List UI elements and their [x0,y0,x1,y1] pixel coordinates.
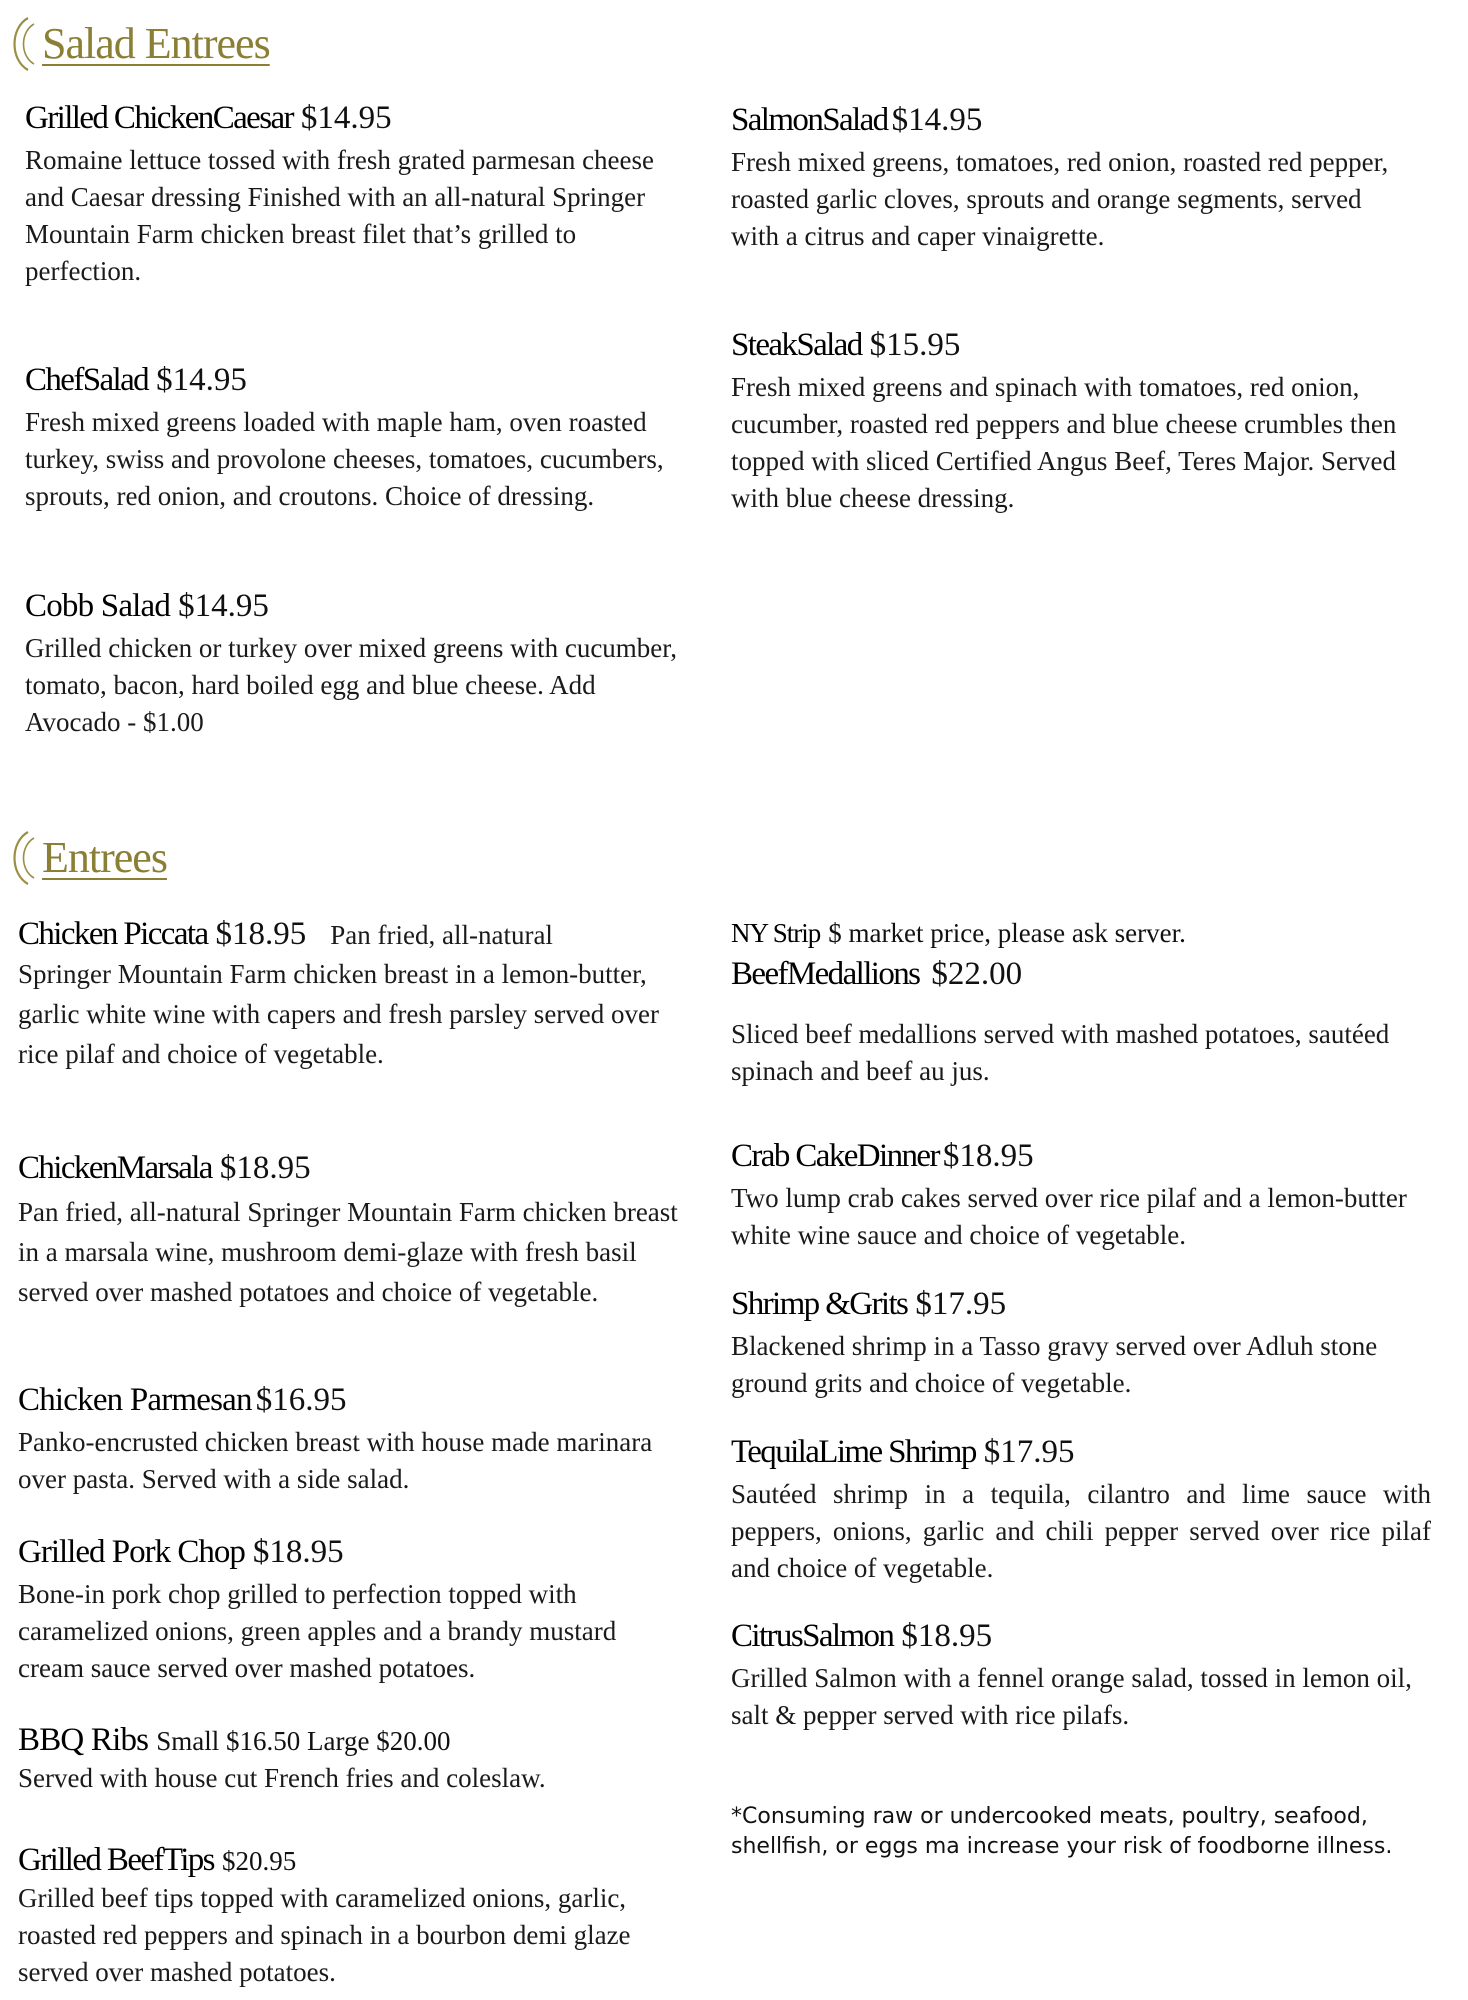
menu-item-steak-salad [731,327,1401,517]
item-description: Two lump crab cakes served over rice pilaf and a lemon-butter white wine sauce and choice of vegetable. [731,1182,1407,1250]
item-name: Chicken Piccata [18,916,208,952]
menu-item-chicken-marsala [18,1150,688,1312]
item-price: Small $16.50 Large $20.00 [156,1726,451,1756]
menu-item-beef-medallions [731,956,1411,1090]
item-price: $18.95 [252,1534,344,1570]
item-name: NY Strip [731,918,821,948]
item-name: Grilled BeefTips [18,1842,214,1878]
item-description: Fresh mixed greens, tomatoes, red onion, roasted red pepper, roasted garlic cloves, sprouts and orange segments, served with a citrus and caper vinaigrette. [731,146,1389,251]
item-description: Fresh mixed greens loaded with maple ham, oven roasted turkey, swiss and provolone cheeses, tomatoes, cucumbers, sprouts, red onion, and croutons. Choice of dressing. [25,406,664,511]
item-description: Served with house cut French fries and coleslaw. [18,1762,546,1793]
item-description: Sautéed shrimp in a tequila, cilantro and lime sauce with peppers, onions, garlic and chili pepper served over rice pilaf and choice of vegetable. [731,1478,1431,1583]
item-price: $16.95 [255,1382,347,1418]
item-name: ChefSalad [25,362,149,398]
item-price: $18.95 [219,1150,311,1186]
item-price: $18.95 [901,1618,993,1654]
item-price: $14.95 [178,588,269,624]
item-name: CitrusSalmon [731,1618,894,1654]
item-description: Fresh mixed greens and spinach with tomatoes, red onion, cucumber, roasted red peppers and blue cheese crumbles then topped with sliced Certified Angus Beef, Teres Major. Served with blue cheese dressing. [731,371,1397,513]
item-price: $18.95 [942,1138,1034,1174]
item-description: Blackened shrimp in a Tasso gravy served over Adluh stone ground grits and choice of vegetable. [731,1330,1378,1398]
item-price: $14.95 [300,100,392,136]
item-price: $18.95 [215,916,307,952]
item-description-lead: Pan fried, all-natural [330,920,553,950]
item-price: $17.95 [983,1434,1075,1470]
item-description: Springer Mountain Farm chicken breast in a lemon-butter, garlic white wine with capers and fresh parsley served over rice pilaf and choice of vegetable. [18,958,659,1069]
item-name: BeefMedallions [731,956,920,992]
menu-item-citrus-salmon [731,1618,1431,1734]
item-name: SteakSalad [731,327,862,363]
food-safety-disclaimer: *Consuming raw or undercooked meats, poultry, seafood, shellfish, or eggs ma increase your risk of foodborne illness. [731,1804,1393,1859]
menu-item-tequila-lime-shrimp [731,1434,1431,1587]
item-name: Chicken Parmesan [18,1382,252,1418]
menu-item-grilled-pork-chop [18,1534,688,1687]
menu-item-grilled-beef-tips [18,1842,698,1991]
menu-item-cobb-salad [25,588,695,741]
item-description: Romaine lettuce tossed with fresh grated parmesan cheese and Caesar dressing Finished with an all-natural Springer Mountain Farm chicken breast filet that’s grilled to perfection. [25,144,655,286]
item-description: Panko-encrusted chicken breast with house made marinara over pasta. Served with a side salad. [18,1426,653,1494]
item-name: SalmonSalad [731,102,888,138]
item-description: Grilled Salmon with a fennel orange salad, tossed in lemon oil, salt & pepper served with rice pilafs. [731,1662,1412,1730]
item-price: $14.95 [891,102,983,138]
item-name: Crab CakeDinner [731,1138,939,1174]
item-description: Grilled chicken or turkey over mixed greens with cucumber, tomato, bacon, hard boiled egg and blue cheese. Add Avocado - $1.00 [25,632,677,737]
swirl-ornament-icon [6,14,36,74]
item-price: $ market price, please ask server. [828,918,1186,948]
item-name: BBQ Ribs [18,1722,149,1758]
item-price: $17.95 [915,1286,1007,1322]
item-description: Grilled beef tips topped with caramelized onions, garlic, roasted red peppers and spinach in a bourbon demi glaze served over mashed potatoes. [18,1882,631,1987]
item-price: $20.95 [221,1846,297,1876]
menu-item-shrimp-and-grits [731,1286,1431,1402]
item-name: Cobb Salad [25,588,171,624]
item-name: TequilaLime Shrimp [731,1434,976,1470]
section-title-entrees: Entrees [42,833,167,882]
menu-item-chef-salad [25,362,685,515]
menu-item-salmon-salad [731,102,1411,255]
menu-item-ny-strip [731,918,1411,949]
menu-item-bbq-ribs [18,1722,688,1797]
item-description: Bone-in pork chop grilled to perfection topped with caramelized onions, green apples and a brandy mustard cream sauce served over mashed potatoes. [18,1578,617,1683]
item-price: $15.95 [869,327,961,363]
item-name: Shrimp &Grits [731,1286,908,1322]
item-price: $14.95 [156,362,247,398]
menu-item-chicken-parmesan [18,1382,688,1498]
menu-item-crab-cake-dinner [731,1138,1431,1254]
menu-item-grilled-chicken-caesar [25,100,695,290]
item-name: ChickenMarsala [18,1150,212,1186]
menu-item-chicken-piccata [18,916,698,1074]
swirl-ornament-icon [6,828,36,888]
section-title-salad-entrees: Salad Entrees [42,19,270,68]
item-name: Grilled Pork Chop [18,1534,245,1570]
item-description: Sliced beef medallions served with mashed potatoes, sautéed spinach and beef au jus. [731,1018,1390,1086]
item-description: Pan fried, all-natural Springer Mountain Farm chicken breast in a marsala wine, mushroom demi-glaze with fresh basil served over mashed potatoes and choice of vegetable. [18,1196,678,1307]
item-name: Grilled ChickenCaesar [25,100,293,136]
item-price: $22.00 [931,956,1023,992]
